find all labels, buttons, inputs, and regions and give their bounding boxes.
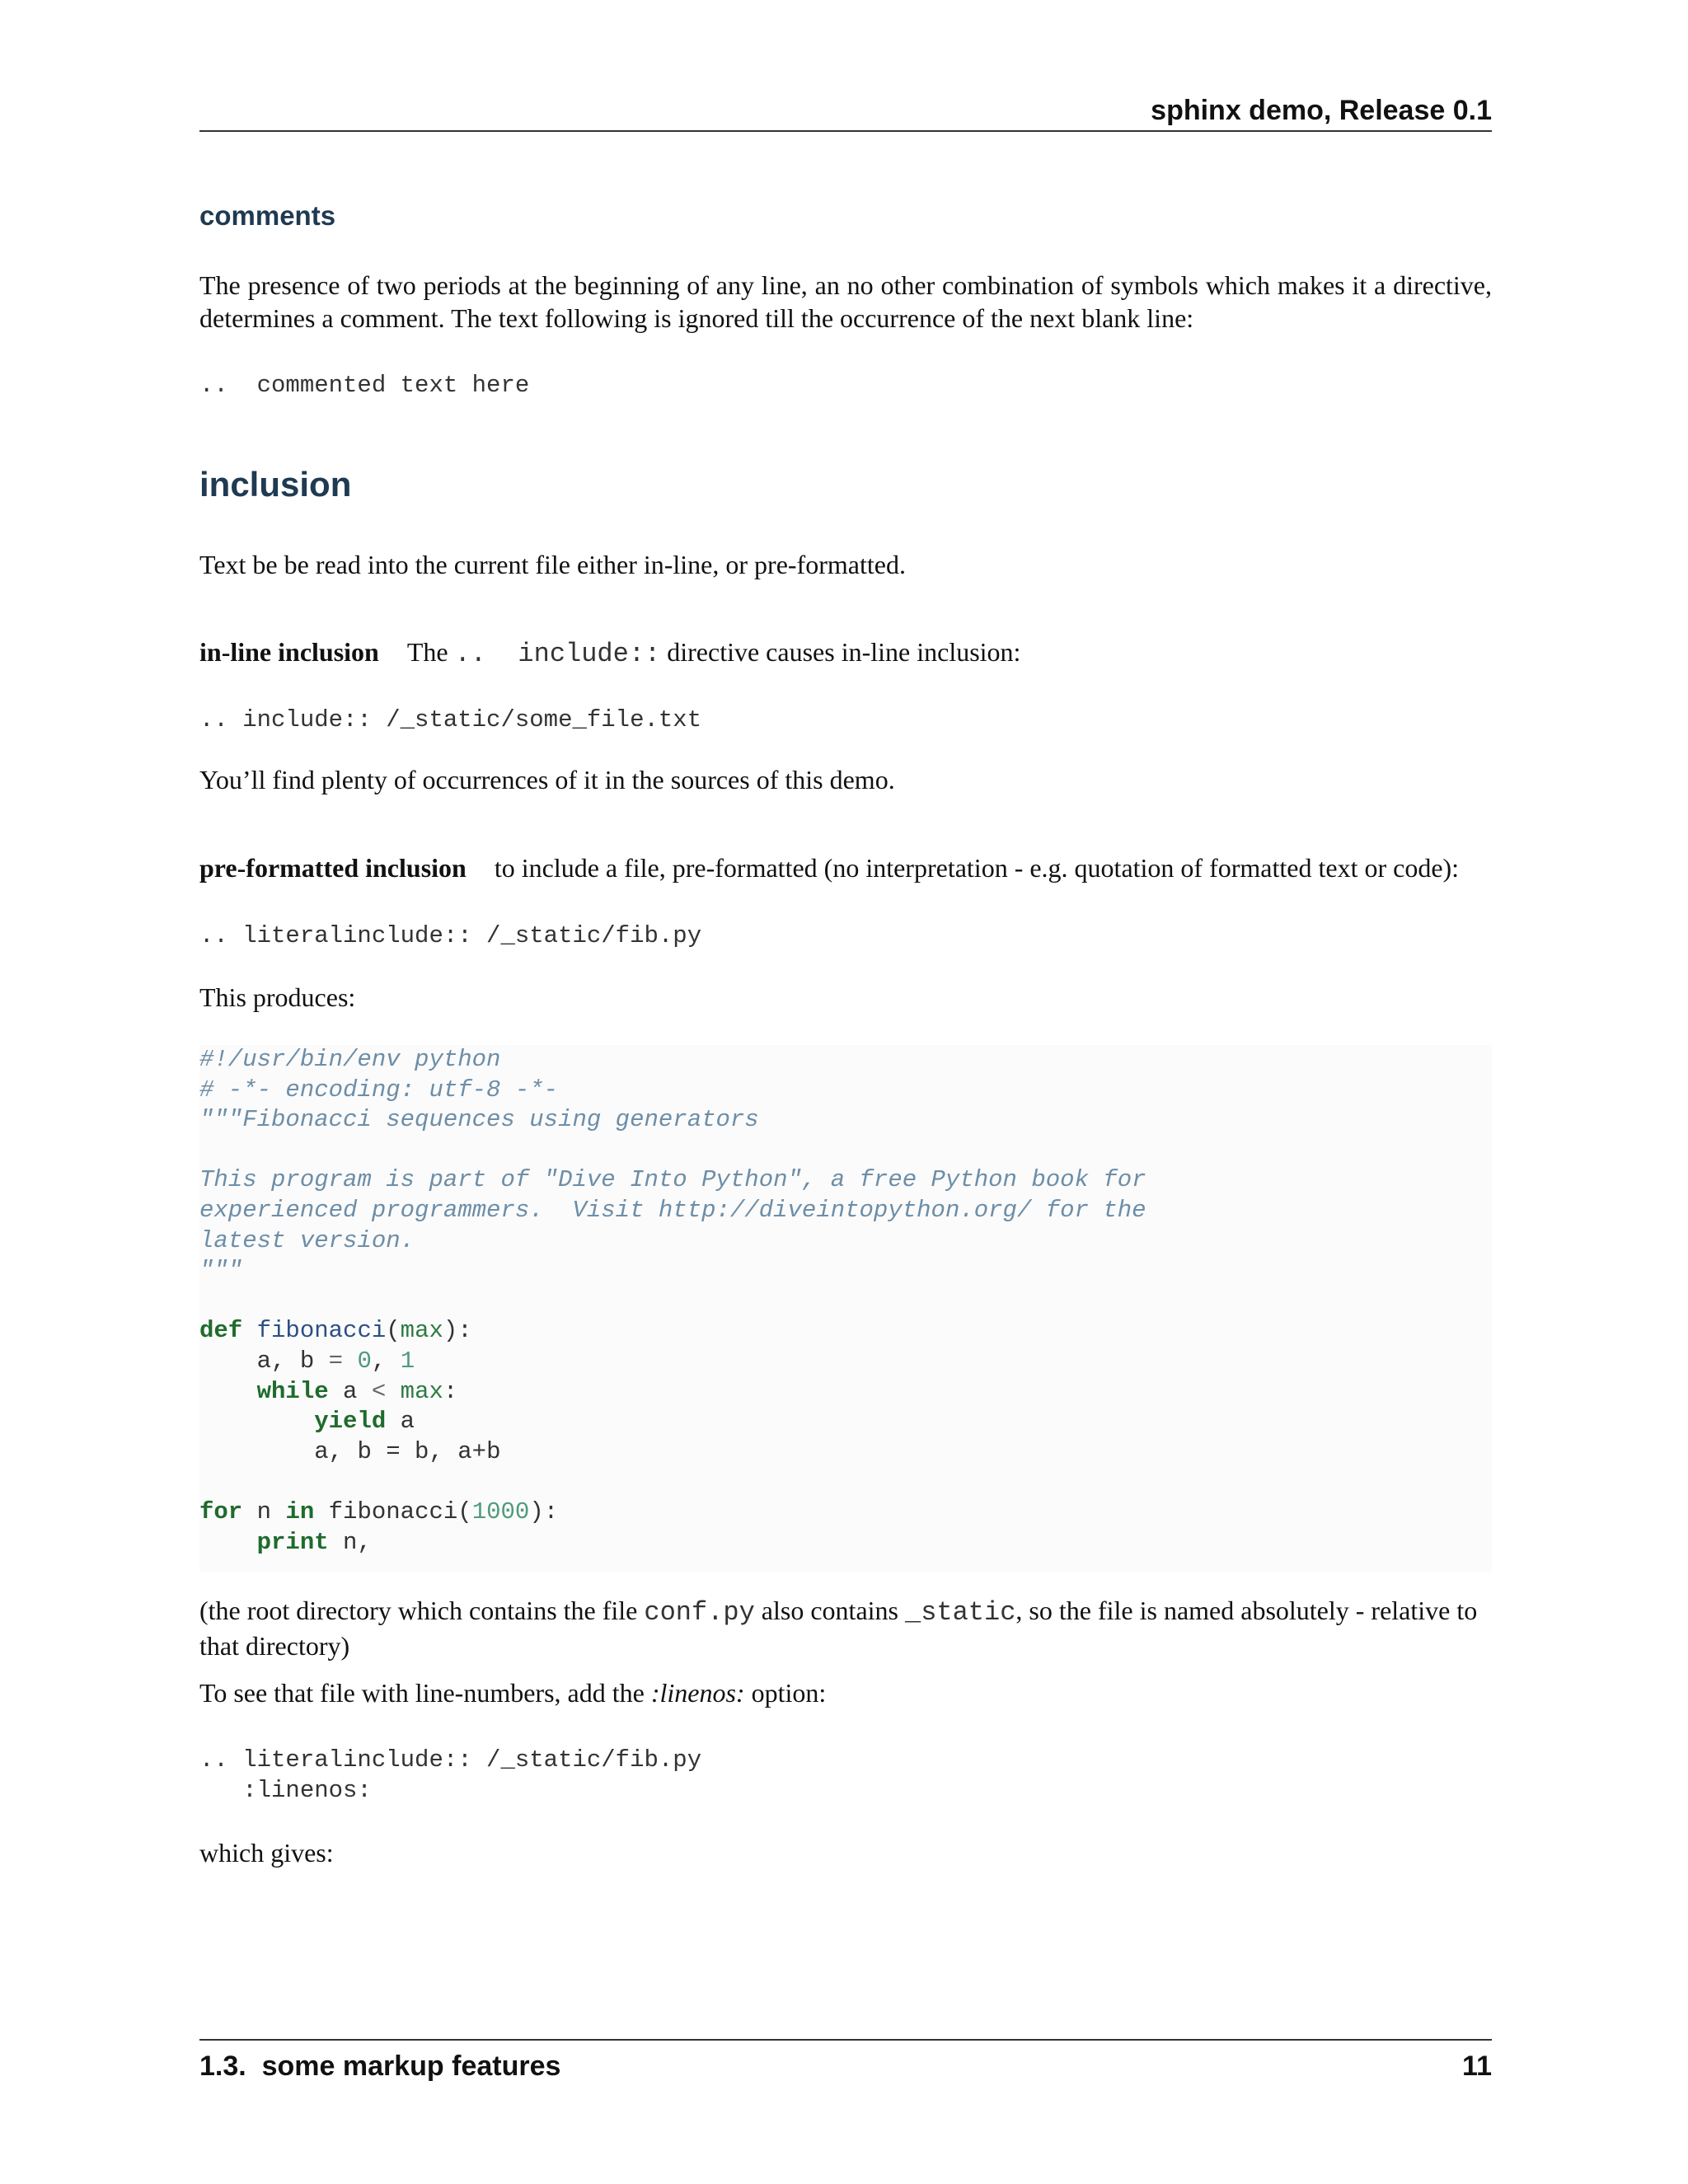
code-keyword: print bbox=[256, 1528, 329, 1556]
inline-inclusion-text-before: The bbox=[406, 637, 448, 667]
linenos-paragraph: To see that file with line-numbers, add the :linenos: option: bbox=[199, 1678, 827, 1708]
code-line-while: while a < max: bbox=[256, 1377, 458, 1405]
conf-py-code: conf.py bbox=[644, 1597, 755, 1628]
fib-code-listing bbox=[199, 1045, 1492, 1572]
code-line-docstring-3: experienced programmers. Visit http://diveintopython.org/ for the bbox=[199, 1196, 1146, 1224]
inclusion-heading: inclusion bbox=[199, 465, 352, 504]
code-function-name: fibonacci bbox=[256, 1317, 387, 1345]
comments-heading: comments bbox=[199, 200, 336, 231]
linenos-code-block bbox=[199, 1746, 1492, 1806]
preformatted-inclusion-definition bbox=[199, 851, 1492, 884]
code-line-yield: yield a bbox=[314, 1408, 415, 1436]
code-parameter: max bbox=[400, 1317, 443, 1345]
comments-code-block: .. commented text here bbox=[199, 372, 530, 399]
code-line-blank bbox=[199, 1467, 1492, 1497]
code-line-print: print n, bbox=[256, 1528, 372, 1556]
code-line-shebang: #!/usr/bin/env python bbox=[199, 1046, 501, 1073]
code-line-blank bbox=[199, 1136, 1492, 1166]
inclusion-intro: Text be be read into the current file either in-line, or pre-formatted. bbox=[199, 550, 906, 579]
code-line-for: for n in fibonacci(1000): bbox=[199, 1497, 559, 1526]
footer-rule bbox=[199, 2039, 1492, 2041]
static-dir-code: _static bbox=[904, 1597, 1016, 1628]
inline-include-code-block: .. include:: /_static/some_file.txt bbox=[199, 706, 702, 733]
this-produces-text: This produces: bbox=[199, 982, 356, 1012]
inline-inclusion-definition bbox=[199, 635, 1492, 671]
document-page bbox=[199, 0, 1492, 2184]
code-line-def: def fibonacci(max): bbox=[199, 1317, 472, 1345]
running-header: sphinx demo, Release 0.1 bbox=[1151, 95, 1492, 126]
code-line-swap: a, b = b, a+b bbox=[314, 1437, 501, 1465]
inline-inclusion-text-after: directive causes in-line inclusion: bbox=[667, 637, 1021, 667]
linenos-code-line-1: .. literalinclude:: /_static/fib.py bbox=[199, 1746, 702, 1774]
code-line-docstring-2: This program is part of "Dive Into Python", a free Python book for bbox=[199, 1166, 1146, 1194]
literalinclude-code-block: .. literalinclude:: /_static/fib.py bbox=[199, 922, 702, 949]
code-line-docstring-5: """ bbox=[199, 1257, 243, 1285]
code-line-docstring-4: latest version. bbox=[199, 1226, 415, 1254]
code-line-blank bbox=[199, 1286, 1492, 1317]
code-keyword: while bbox=[256, 1377, 329, 1405]
code-keyword: for bbox=[199, 1497, 243, 1526]
root-directory-note: (the root directory which contains the file conf.py also contains _static, so the file is named absolutely - relative to that directory) bbox=[199, 1596, 1478, 1661]
inline-inclusion-term: in-line inclusion bbox=[199, 637, 379, 667]
code-line-assign: a, b = 0, 1 bbox=[256, 1347, 415, 1375]
code-keyword: def bbox=[199, 1317, 243, 1345]
linenos-option: :linenos: bbox=[650, 1678, 745, 1708]
comments-paragraph: The presence of two periods at the beginning of any line, an no other combination of symbols which makes it a directive, determines a comment. The text following is ignored till the occurrence of the next blank line: bbox=[199, 270, 1492, 333]
preformatted-inclusion-text: to include a file, pre-formatted (no interpretation - e.g. quotation of formatted text or code): bbox=[494, 853, 1460, 883]
inline-include-code: .. include:: bbox=[454, 639, 661, 669]
header-rule bbox=[199, 130, 1492, 132]
linenos-code-line-2: :linenos: bbox=[199, 1776, 372, 1804]
page-number: 11 bbox=[1462, 2050, 1492, 2082]
which-gives-text: which gives: bbox=[199, 1838, 334, 1868]
preformatted-inclusion-term: pre-formatted inclusion bbox=[199, 853, 467, 883]
footer-section-title: 1.3. some markup features bbox=[199, 2050, 561, 2082]
code-keyword: yield bbox=[314, 1408, 387, 1436]
code-line-docstring-1: """Fibonacci sequences using generators bbox=[199, 1106, 759, 1134]
code-line-encoding: # -*- encoding: utf-8 -*- bbox=[199, 1076, 559, 1104]
inline-inclusion-after: You’ll find plenty of occurrences of it in the sources of this demo. bbox=[199, 765, 895, 794]
code-keyword: in bbox=[285, 1497, 315, 1526]
